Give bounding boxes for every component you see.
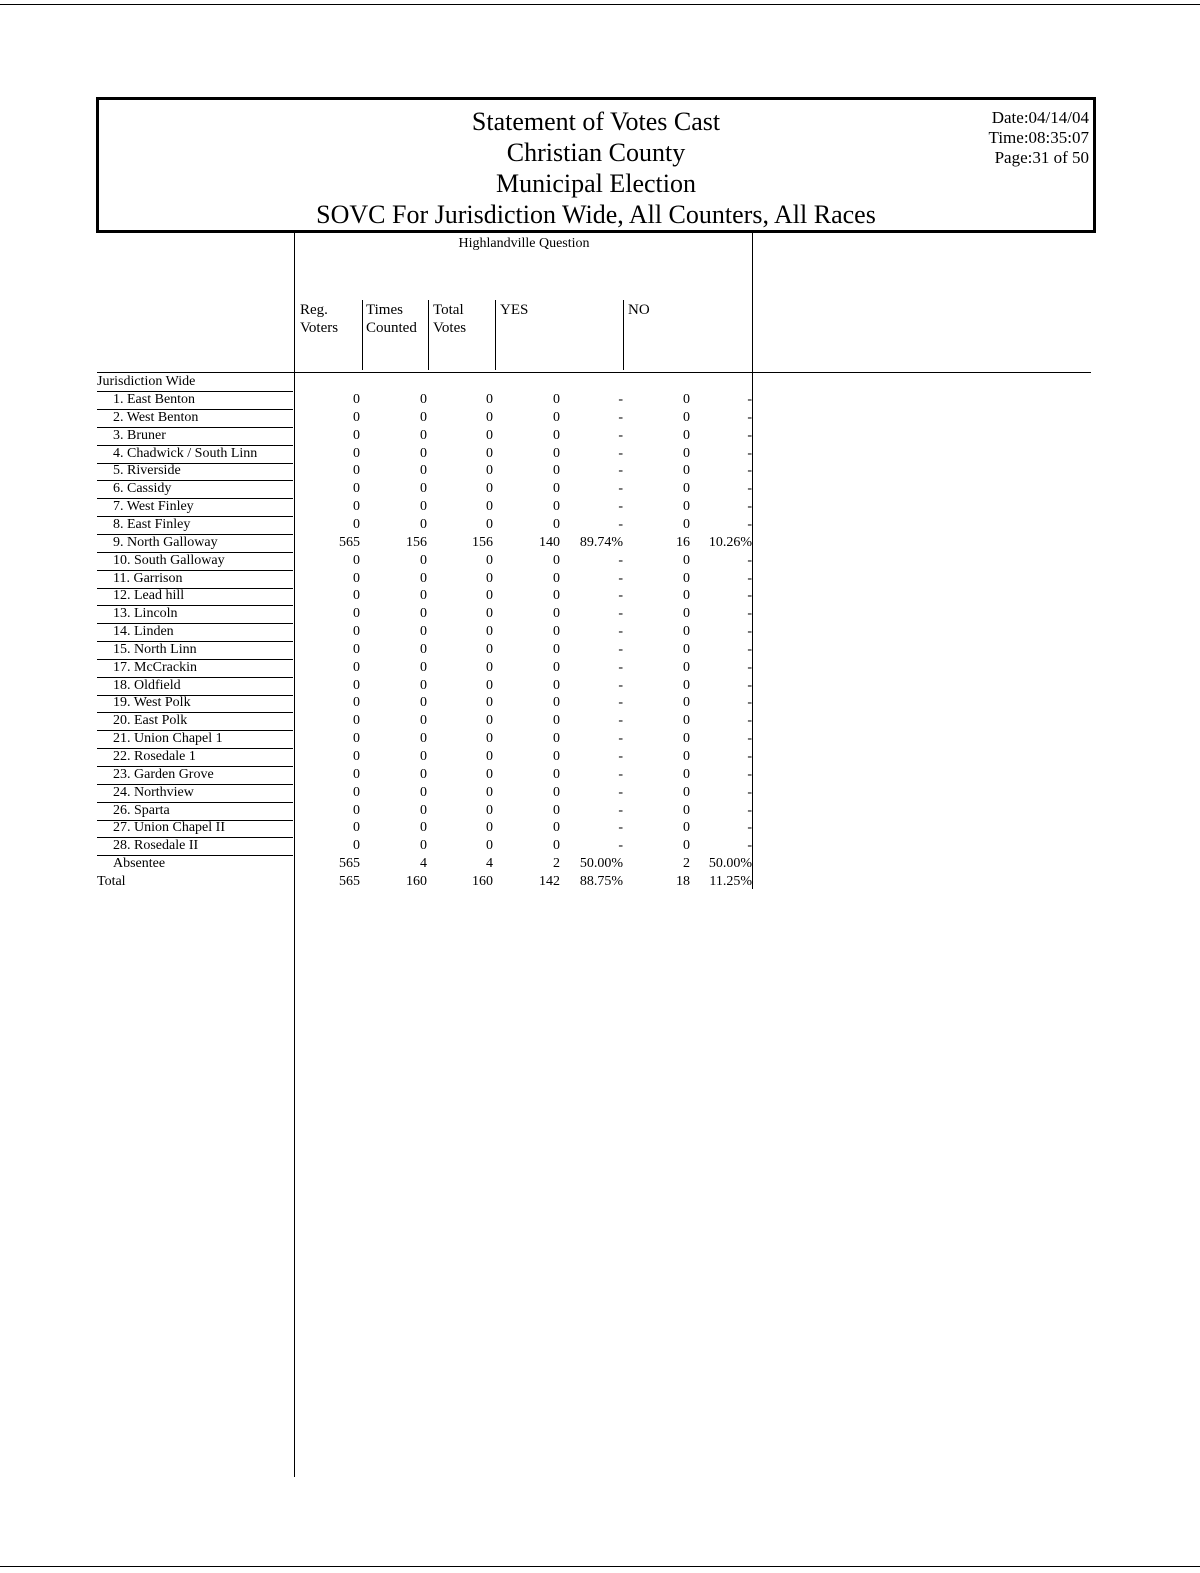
cell-no: 0 bbox=[683, 463, 690, 478]
row-label bbox=[97, 819, 293, 838]
col-header-no: NO bbox=[628, 302, 650, 318]
cell-times: 0 bbox=[420, 749, 427, 764]
cell-times: 4 bbox=[420, 856, 427, 871]
cell-no: 0 bbox=[683, 428, 690, 443]
cell-yes-pct: - bbox=[618, 571, 623, 586]
cell-total: 0 bbox=[486, 392, 493, 407]
row-label-text: 22. Rosedale 1 bbox=[113, 749, 196, 764]
cell-yes: 0 bbox=[553, 767, 560, 782]
cell-no-pct: - bbox=[747, 571, 752, 586]
cell-yes-pct: - bbox=[618, 624, 623, 639]
cell-total: 0 bbox=[486, 499, 493, 514]
cell-times: 0 bbox=[420, 481, 427, 496]
cell-total: 156 bbox=[472, 535, 493, 550]
row-label bbox=[97, 855, 293, 873]
cell-no-pct: - bbox=[747, 446, 752, 461]
cell-reg: 0 bbox=[353, 624, 360, 639]
cell-no-pct: - bbox=[747, 553, 752, 568]
row-label bbox=[97, 730, 293, 749]
cell-reg: 0 bbox=[353, 553, 360, 568]
cell-yes-pct: - bbox=[618, 820, 623, 835]
row-label bbox=[97, 480, 293, 499]
cell-yes: 0 bbox=[553, 749, 560, 764]
cell-yes-pct: - bbox=[618, 499, 623, 514]
race-right-divider bbox=[752, 233, 753, 889]
cell-no-pct: 50.00% bbox=[708, 856, 752, 871]
cell-reg: 0 bbox=[353, 749, 360, 764]
cell-yes-pct: - bbox=[618, 713, 623, 728]
row-label bbox=[97, 552, 293, 571]
cell-reg: 0 bbox=[353, 695, 360, 710]
cell-yes: 140 bbox=[539, 535, 560, 550]
report-time: Time:08:35:07 bbox=[988, 128, 1089, 147]
row-label-text: 15. North Linn bbox=[113, 642, 197, 657]
row-label-text: 17. McCrackin bbox=[113, 660, 197, 675]
cell-total: 0 bbox=[486, 749, 493, 764]
row-label bbox=[97, 766, 293, 785]
row-label-text: 26. Sparta bbox=[113, 803, 170, 818]
cell-yes-pct: - bbox=[618, 481, 623, 496]
row-label-text: 9. North Galloway bbox=[113, 535, 218, 550]
cell-yes-pct: - bbox=[618, 731, 623, 746]
cell-no-pct: - bbox=[747, 481, 752, 496]
cell-no: 0 bbox=[683, 660, 690, 675]
cell-no: 0 bbox=[683, 499, 690, 514]
cell-times: 0 bbox=[420, 463, 427, 478]
cell-yes: 0 bbox=[553, 428, 560, 443]
cell-reg: 0 bbox=[353, 499, 360, 514]
cell-total: 0 bbox=[486, 820, 493, 835]
col-header-reg-line1: Reg. bbox=[300, 302, 328, 318]
cell-no-pct: - bbox=[747, 410, 752, 425]
cell-reg: 0 bbox=[353, 463, 360, 478]
cell-reg: 0 bbox=[353, 838, 360, 853]
cell-yes-pct: - bbox=[618, 803, 623, 818]
row-label-text: 6. Cassidy bbox=[113, 481, 172, 496]
cell-no-pct: - bbox=[747, 785, 752, 800]
row-label-text: 3. Bruner bbox=[113, 428, 166, 443]
cell-yes: 0 bbox=[553, 713, 560, 728]
cell-yes: 0 bbox=[553, 499, 560, 514]
cell-reg: 0 bbox=[353, 571, 360, 586]
cell-no: 2 bbox=[683, 856, 690, 871]
cell-times: 0 bbox=[420, 606, 427, 621]
row-label bbox=[97, 462, 293, 481]
cell-no-pct: - bbox=[747, 803, 752, 818]
cell-yes-pct: - bbox=[618, 392, 623, 407]
cell-yes: 0 bbox=[553, 410, 560, 425]
cell-yes-pct: 88.75% bbox=[579, 874, 623, 889]
row-label-text: 18. Oldfield bbox=[113, 678, 181, 693]
cell-reg: 0 bbox=[353, 731, 360, 746]
col-header-times-line2: Counted bbox=[366, 320, 417, 336]
cell-yes-pct: - bbox=[618, 785, 623, 800]
cell-no: 0 bbox=[683, 695, 690, 710]
row-label-text: 10. South Galloway bbox=[113, 553, 225, 568]
row-label-text: 21. Union Chapel 1 bbox=[113, 731, 223, 746]
cell-no: 0 bbox=[683, 410, 690, 425]
cell-no-pct: - bbox=[747, 517, 752, 532]
cell-total: 0 bbox=[486, 446, 493, 461]
cell-total: 0 bbox=[486, 695, 493, 710]
cell-reg: 0 bbox=[353, 517, 360, 532]
row-label-text: 23. Garden Grove bbox=[113, 767, 214, 782]
report-title bbox=[99, 106, 1093, 230]
row-label bbox=[97, 498, 293, 517]
cell-reg: 0 bbox=[353, 767, 360, 782]
row-label-text: 13. Lincoln bbox=[113, 606, 178, 621]
cell-reg: 565 bbox=[339, 856, 360, 871]
cell-yes: 0 bbox=[553, 481, 560, 496]
cell-total: 0 bbox=[486, 571, 493, 586]
cell-total: 4 bbox=[486, 856, 493, 871]
cell-no: 0 bbox=[683, 749, 690, 764]
cell-times: 0 bbox=[420, 410, 427, 425]
cell-times: 0 bbox=[420, 767, 427, 782]
cell-times: 0 bbox=[420, 446, 427, 461]
cell-total: 0 bbox=[486, 731, 493, 746]
row-label-text: 7. West Finley bbox=[113, 499, 194, 514]
report-date: Date:04/14/04 bbox=[991, 108, 1089, 127]
col-header-total-votes bbox=[433, 301, 466, 337]
cell-no: 0 bbox=[683, 642, 690, 657]
col-header-reg-voters bbox=[300, 301, 338, 337]
cell-yes-pct: - bbox=[618, 642, 623, 657]
col-header-total-line1: Total bbox=[433, 302, 464, 318]
cell-total: 0 bbox=[486, 767, 493, 782]
cell-yes: 0 bbox=[553, 785, 560, 800]
cell-times: 0 bbox=[420, 624, 427, 639]
col-header-yes: YES bbox=[500, 302, 529, 318]
col-header-total-line2: Votes bbox=[433, 320, 467, 336]
cell-no-pct: - bbox=[747, 678, 752, 693]
cell-total: 0 bbox=[486, 410, 493, 425]
row-label bbox=[97, 605, 293, 624]
row-label-text: 5. Riverside bbox=[113, 463, 181, 478]
cell-times: 0 bbox=[420, 731, 427, 746]
row-label bbox=[97, 784, 293, 803]
cell-no: 0 bbox=[683, 838, 690, 853]
bottom-border-line bbox=[0, 1566, 1200, 1567]
report-header bbox=[96, 97, 1096, 233]
cell-times: 0 bbox=[420, 803, 427, 818]
cell-times: 0 bbox=[420, 517, 427, 532]
cell-total: 0 bbox=[486, 660, 493, 675]
cell-no: 16 bbox=[676, 535, 690, 550]
cell-yes-pct: - bbox=[618, 446, 623, 461]
cell-yes-pct: 50.00% bbox=[579, 856, 623, 871]
cell-yes-pct: - bbox=[618, 678, 623, 693]
cell-yes: 0 bbox=[553, 678, 560, 693]
cell-no: 0 bbox=[683, 481, 690, 496]
row-label bbox=[97, 534, 293, 553]
cell-times: 0 bbox=[420, 785, 427, 800]
cell-reg: 0 bbox=[353, 820, 360, 835]
cell-times: 0 bbox=[420, 642, 427, 657]
cell-no: 0 bbox=[683, 785, 690, 800]
cell-times: 0 bbox=[420, 499, 427, 514]
cell-yes: 0 bbox=[553, 803, 560, 818]
cell-reg: 0 bbox=[353, 481, 360, 496]
cell-yes: 0 bbox=[553, 695, 560, 710]
row-label bbox=[97, 694, 293, 713]
row-label bbox=[97, 873, 293, 891]
row-label-text: 14. Linden bbox=[113, 624, 174, 639]
cell-total: 0 bbox=[486, 642, 493, 657]
cell-no-pct: - bbox=[747, 428, 752, 443]
col-header-times-line1: Times bbox=[366, 302, 403, 318]
cell-total: 0 bbox=[486, 588, 493, 603]
cell-yes-pct: - bbox=[618, 553, 623, 568]
cell-yes-pct: - bbox=[618, 749, 623, 764]
title-line-1: Statement of Votes Cast bbox=[471, 107, 721, 136]
cell-total: 0 bbox=[486, 481, 493, 496]
cell-reg: 0 bbox=[353, 660, 360, 675]
row-label-text: Absentee bbox=[113, 856, 166, 871]
cell-yes: 0 bbox=[553, 624, 560, 639]
cell-total: 0 bbox=[486, 624, 493, 639]
cell-no: 0 bbox=[683, 678, 690, 693]
cell-no-pct: - bbox=[747, 499, 752, 514]
cell-no-pct: - bbox=[747, 588, 752, 603]
col-divider-times bbox=[362, 300, 363, 370]
cell-total: 0 bbox=[486, 713, 493, 728]
cell-yes-pct: - bbox=[618, 588, 623, 603]
cell-no: 0 bbox=[683, 392, 690, 407]
cell-times: 0 bbox=[420, 713, 427, 728]
row-label bbox=[97, 748, 293, 767]
cell-no-pct: - bbox=[747, 642, 752, 657]
cell-reg: 0 bbox=[353, 785, 360, 800]
cell-total: 0 bbox=[486, 463, 493, 478]
row-label bbox=[97, 641, 293, 660]
cell-reg: 565 bbox=[339, 874, 360, 889]
cell-reg: 0 bbox=[353, 803, 360, 818]
row-label bbox=[97, 427, 293, 446]
cell-yes: 0 bbox=[553, 571, 560, 586]
cell-reg: 0 bbox=[353, 446, 360, 461]
cell-total: 0 bbox=[486, 838, 493, 853]
cell-yes-pct: 89.74% bbox=[579, 535, 623, 550]
cell-yes: 0 bbox=[553, 642, 560, 657]
row-label-text: 20. East Polk bbox=[113, 713, 188, 728]
cell-no-pct: - bbox=[747, 695, 752, 710]
row-label-text: 27. Union Chapel II bbox=[113, 820, 225, 835]
cell-total: 0 bbox=[486, 678, 493, 693]
cell-no: 0 bbox=[683, 713, 690, 728]
row-label bbox=[97, 659, 293, 678]
cell-no-pct: - bbox=[747, 838, 752, 853]
cell-yes: 0 bbox=[553, 392, 560, 407]
row-label bbox=[97, 712, 293, 731]
cell-yes: 0 bbox=[553, 517, 560, 532]
cell-reg: 0 bbox=[353, 588, 360, 603]
cell-yes: 0 bbox=[553, 588, 560, 603]
cell-times: 0 bbox=[420, 660, 427, 675]
cell-yes-pct: - bbox=[618, 838, 623, 853]
cell-yes: 0 bbox=[553, 820, 560, 835]
cell-no-pct: 10.26% bbox=[708, 535, 752, 550]
cell-total: 0 bbox=[486, 785, 493, 800]
cell-yes-pct: - bbox=[618, 428, 623, 443]
label-column-divider bbox=[294, 233, 295, 1477]
cell-no: 0 bbox=[683, 517, 690, 532]
col-divider-no bbox=[623, 300, 624, 370]
row-label bbox=[97, 587, 293, 606]
title-line-4: SOVC For Jurisdiction Wide, All Counters, All Races bbox=[316, 200, 876, 229]
report-page: Page:31 of 50 bbox=[994, 148, 1089, 167]
cell-no: 0 bbox=[683, 767, 690, 782]
cell-no-pct: - bbox=[747, 749, 752, 764]
cell-reg: 0 bbox=[353, 392, 360, 407]
cell-yes: 2 bbox=[553, 856, 560, 871]
cell-no: 0 bbox=[683, 588, 690, 603]
title-line-2: Christian County bbox=[506, 138, 686, 167]
cell-no: 0 bbox=[683, 803, 690, 818]
cell-times: 160 bbox=[406, 874, 427, 889]
title-line-3: Municipal Election bbox=[495, 169, 696, 198]
cell-yes: 142 bbox=[539, 874, 560, 889]
row-label bbox=[97, 409, 293, 428]
cell-reg: 0 bbox=[353, 642, 360, 657]
cell-times: 0 bbox=[420, 820, 427, 835]
cell-total: 0 bbox=[486, 428, 493, 443]
cell-yes-pct: - bbox=[618, 410, 623, 425]
cell-times: 0 bbox=[420, 695, 427, 710]
col-divider-total bbox=[428, 300, 429, 370]
cell-yes-pct: - bbox=[618, 463, 623, 478]
row-label-text: 24. Northview bbox=[113, 785, 194, 800]
cell-reg: 0 bbox=[353, 713, 360, 728]
cell-no: 0 bbox=[683, 731, 690, 746]
cell-yes-pct: - bbox=[618, 660, 623, 675]
cell-yes-pct: - bbox=[618, 767, 623, 782]
row-label bbox=[97, 391, 293, 410]
cell-no: 0 bbox=[683, 820, 690, 835]
top-border-line bbox=[0, 4, 1200, 5]
section-label-text: Jurisdiction Wide bbox=[97, 374, 196, 389]
cell-no: 0 bbox=[683, 624, 690, 639]
row-label-text: 2. West Benton bbox=[113, 410, 199, 425]
cell-reg: 0 bbox=[353, 428, 360, 443]
cell-total: 0 bbox=[486, 606, 493, 621]
cell-no: 0 bbox=[683, 553, 690, 568]
cell-no-pct: - bbox=[747, 660, 752, 675]
report-meta bbox=[989, 108, 1089, 168]
cell-times: 0 bbox=[420, 392, 427, 407]
row-label-text: 4. Chadwick / South Linn bbox=[113, 446, 258, 461]
cell-no: 18 bbox=[676, 874, 690, 889]
cell-yes-pct: - bbox=[618, 695, 623, 710]
cell-total: 0 bbox=[486, 803, 493, 818]
cell-no-pct: - bbox=[747, 463, 752, 478]
cell-total: 0 bbox=[486, 517, 493, 532]
cell-yes: 0 bbox=[553, 731, 560, 746]
cell-no: 0 bbox=[683, 606, 690, 621]
row-label-text: 19. West Polk bbox=[113, 695, 191, 710]
row-label-text: 1. East Benton bbox=[113, 392, 196, 407]
cell-no-pct: - bbox=[747, 606, 752, 621]
cell-no-pct: - bbox=[747, 820, 752, 835]
row-label-text: 11. Garrison bbox=[113, 571, 183, 586]
col-divider-yes bbox=[495, 300, 496, 370]
cell-reg: 0 bbox=[353, 606, 360, 621]
cell-no-pct: - bbox=[747, 767, 752, 782]
cell-total: 160 bbox=[472, 874, 493, 889]
cell-yes: 0 bbox=[553, 838, 560, 853]
row-label bbox=[97, 623, 293, 642]
row-label bbox=[97, 837, 293, 856]
cell-times: 0 bbox=[420, 838, 427, 853]
cell-times: 156 bbox=[406, 535, 427, 550]
cell-no: 0 bbox=[683, 446, 690, 461]
row-label-text: 28. Rosedale II bbox=[113, 838, 199, 853]
cell-no-pct: - bbox=[747, 731, 752, 746]
cell-no: 0 bbox=[683, 571, 690, 586]
cell-yes: 0 bbox=[553, 463, 560, 478]
row-label-text: 12. Lead hill bbox=[113, 588, 185, 603]
cell-times: 0 bbox=[420, 588, 427, 603]
cell-times: 0 bbox=[420, 428, 427, 443]
cell-total: 0 bbox=[486, 553, 493, 568]
cell-no-pct: 11.25% bbox=[709, 874, 752, 889]
cell-no-pct: - bbox=[747, 624, 752, 639]
cell-times: 0 bbox=[420, 571, 427, 586]
row-label-text: 8. East Finley bbox=[113, 517, 191, 532]
race-title: Highlandville Question bbox=[458, 236, 590, 251]
cell-times: 0 bbox=[420, 678, 427, 693]
cell-yes: 0 bbox=[553, 660, 560, 675]
cell-times: 0 bbox=[420, 553, 427, 568]
cell-reg: 0 bbox=[353, 410, 360, 425]
row-label bbox=[97, 516, 293, 535]
cell-reg: 565 bbox=[339, 535, 360, 550]
cell-no-pct: - bbox=[747, 392, 752, 407]
cell-yes: 0 bbox=[553, 553, 560, 568]
cell-reg: 0 bbox=[353, 678, 360, 693]
cell-yes-pct: - bbox=[618, 606, 623, 621]
col-header-times-counted bbox=[366, 301, 417, 337]
row-label-text: Total bbox=[97, 874, 126, 889]
cell-yes: 0 bbox=[553, 446, 560, 461]
cell-yes: 0 bbox=[553, 606, 560, 621]
section-label bbox=[97, 373, 293, 392]
col-header-reg-line2: Voters bbox=[300, 320, 339, 336]
cell-yes-pct: - bbox=[618, 517, 623, 532]
cell-no-pct: - bbox=[747, 713, 752, 728]
